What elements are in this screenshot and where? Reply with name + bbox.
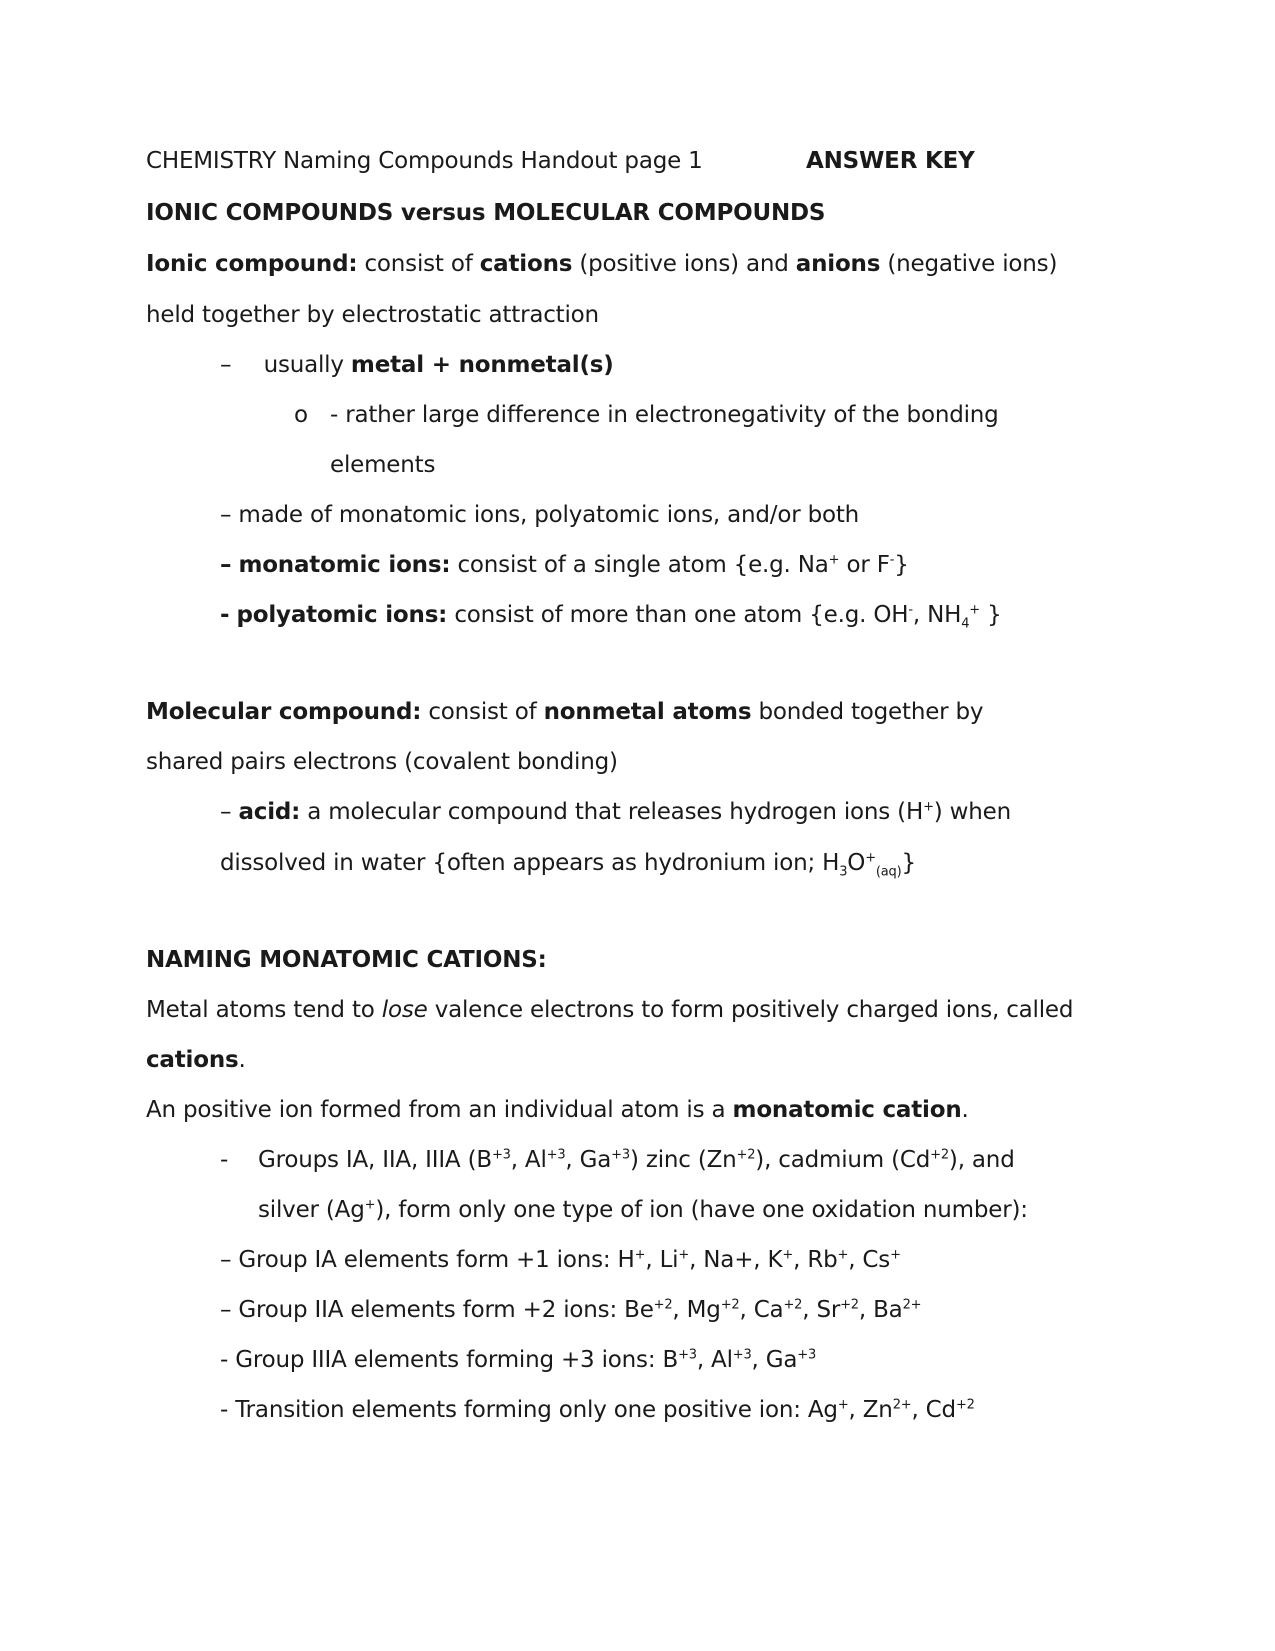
superscript: +2 [783, 1297, 803, 1313]
text: dissolved in water {often appears as hydronium ion; H [220, 850, 840, 876]
acid-definition-line-2 [220, 848, 916, 878]
superscript: +2 [720, 1297, 740, 1313]
superscript: +3 [546, 1147, 566, 1163]
text: An positive ion formed from an individual atom is a [146, 1097, 726, 1123]
text: , Ga [751, 1347, 798, 1373]
title-text: CHEMISTRY Naming Compounds Handout page 1 [146, 148, 703, 174]
superscript: +3 [491, 1147, 511, 1163]
cations-paragraph-line-2 [146, 1045, 246, 1075]
text: } [894, 552, 909, 578]
superscript: + [837, 1247, 849, 1263]
text: a molecular compound that releases hydrogen ions (H [307, 799, 924, 825]
group-iia-row [220, 1295, 921, 1325]
text: consist of a single atom {e.g. Na [457, 552, 829, 578]
groups-bullet-line-2 [258, 1195, 1028, 1225]
text: } [979, 602, 1002, 628]
dash-marker: – [220, 552, 232, 578]
subscript: 4 [961, 616, 970, 632]
text: Metal atoms tend to [146, 997, 375, 1023]
nonmetal-atoms-term: nonmetal atoms [543, 699, 752, 725]
group-iiia-row [220, 1345, 816, 1375]
text: consist of [428, 699, 537, 725]
dash-marker: – [220, 799, 232, 825]
text: . [961, 1097, 969, 1123]
bullet-text: – made of monatomic ions, polyatomic ions, and/or both [220, 502, 860, 528]
monatomic-cation-term: monatomic cation [732, 1097, 962, 1123]
superscript: +3 [797, 1347, 817, 1363]
text: . [238, 1047, 246, 1073]
text: , Cd [911, 1397, 956, 1423]
text: , Na+, K [689, 1247, 783, 1273]
ionic-subbullet-electronegativity [330, 400, 999, 430]
text: , Al [696, 1347, 733, 1373]
answer-key-badge [806, 146, 975, 176]
molecular-definition-line-2 [146, 747, 618, 777]
subscript: (aq) [875, 864, 902, 880]
superscript: + [678, 1247, 690, 1263]
ionic-bullet-monatomic [220, 550, 909, 580]
section-heading-text: NAMING MONATOMIC CATIONS: [146, 947, 547, 973]
ionic-bullet-made-of [220, 500, 859, 530]
acid-term: acid: [238, 799, 301, 825]
superscript: + [364, 1197, 376, 1213]
text: , Ca [739, 1297, 784, 1323]
text: ), and [948, 1147, 1015, 1173]
text: ) when [933, 799, 1011, 825]
document-title [146, 146, 703, 176]
superscript: +2 [653, 1297, 673, 1313]
text: Groups IA, IIA, IIIA (B [258, 1147, 492, 1173]
molecular-term: Molecular compound: [146, 699, 422, 725]
group-ia-row [220, 1245, 901, 1275]
superscript: +2 [840, 1297, 859, 1313]
text: - Group IIIA elements forming +3 ions: B [220, 1347, 679, 1373]
text: ) zinc (Zn [629, 1147, 737, 1173]
anions-term: anions [795, 251, 881, 277]
transition-elements-row [220, 1395, 975, 1425]
superscript: + [923, 799, 934, 815]
text: , Ga [565, 1147, 612, 1173]
superscript: +3 [678, 1347, 697, 1363]
superscript: - [908, 602, 913, 618]
polyatomic-ions-term: polyatomic ions: [236, 602, 448, 628]
ionic-term: Ionic compound: [146, 251, 358, 277]
section-heading-text: IONIC COMPOUNDS versus MOLECULAR COMPOUNDS [146, 200, 826, 226]
lose-italic: lose [381, 997, 428, 1023]
section-heading-ionic-vs-molecular [146, 198, 825, 228]
ionic-definition-line-1 [146, 249, 1057, 279]
text: – Group IIA elements form +2 ions: Be [220, 1297, 654, 1323]
dash-marker: - [220, 1147, 229, 1173]
groups-bullet-line-1 [258, 1145, 1015, 1175]
text: , Zn [848, 1397, 893, 1423]
text: , Sr [802, 1297, 841, 1323]
text: , Li [645, 1247, 679, 1273]
superscript: 2+ [902, 1297, 922, 1313]
text: silver (Ag [258, 1197, 365, 1223]
molecular-definition-line-1 [146, 697, 983, 727]
superscript: +3 [732, 1347, 752, 1363]
text: , Ba [858, 1297, 903, 1323]
monatomic-ions-term: monatomic ions: [238, 552, 451, 578]
ionic-bullet-metal-nonmetal [220, 350, 614, 380]
text: consist of more than one atom {e.g. OH [454, 602, 909, 628]
text: ), cadmium (Cd [755, 1147, 931, 1173]
text: } [901, 850, 916, 876]
text: O [847, 850, 866, 876]
text: – Group IA elements form +1 ions: H [220, 1247, 635, 1273]
text: valence electrons to form positively charged ions, called [434, 997, 1074, 1023]
subscript: 3 [839, 864, 848, 880]
acid-definition-line-1 [220, 797, 1011, 827]
dash-marker: – [220, 352, 232, 378]
ionic-subbullet-continuation [330, 450, 435, 480]
cations-term: cations [146, 1047, 239, 1073]
ionic-text-2: (positive ions) and [579, 251, 789, 277]
text: , Mg [672, 1297, 721, 1323]
ionic-definition-line-2 [146, 300, 599, 330]
superscript: +2 [955, 1397, 975, 1413]
superscript: - [889, 552, 895, 568]
text: - Transition elements forming only one positive ion: Ag [220, 1397, 838, 1423]
cations-term: cations [479, 251, 573, 277]
text: , Cs [848, 1247, 891, 1273]
superscript: +2 [736, 1147, 756, 1163]
superscript: +3 [611, 1147, 630, 1163]
circle-bullet-icon: o [294, 402, 308, 428]
cations-paragraph-line-1 [146, 995, 1073, 1025]
subbullet-text-cont: elements [330, 452, 436, 478]
text: or F [839, 552, 890, 578]
superscript: + [890, 1247, 901, 1263]
text: bonded together by [758, 699, 984, 725]
monatomic-cation-definition [146, 1095, 969, 1125]
text: ), form only one type of ion (have one oxidation number): [375, 1197, 1028, 1223]
superscript: + [782, 1247, 794, 1263]
bullet-text: usually [263, 352, 344, 378]
subbullet-text: - rather large difference in electronegativity of the bonding [330, 402, 999, 428]
ionic-subbullet-marker [294, 400, 308, 430]
groups-bullet-marker [220, 1145, 228, 1175]
answer-key-text: ANSWER KEY [806, 148, 975, 174]
section-heading-naming-cations [146, 945, 547, 975]
dash-marker: - [220, 602, 230, 628]
ionic-bullet-polyatomic [220, 600, 1002, 630]
superscript: + [837, 1397, 849, 1413]
superscript: + [634, 1247, 646, 1263]
superscript: 2+ [892, 1397, 912, 1413]
text: , Rb [793, 1247, 838, 1273]
superscript: + [828, 552, 840, 568]
text: shared pairs electrons (covalent bonding) [146, 749, 618, 775]
text: , NH [912, 602, 962, 628]
ionic-text-3: (negative ions) [887, 251, 1058, 277]
ionic-text-4: held together by electrostatic attraction [146, 302, 599, 328]
superscript: + [865, 850, 876, 866]
superscript: + [969, 602, 980, 618]
text: , Al [510, 1147, 547, 1173]
ionic-text-1: consist of [364, 251, 473, 277]
bullet-bold: metal + nonmetal(s) [350, 352, 614, 378]
superscript: +2 [930, 1147, 949, 1163]
